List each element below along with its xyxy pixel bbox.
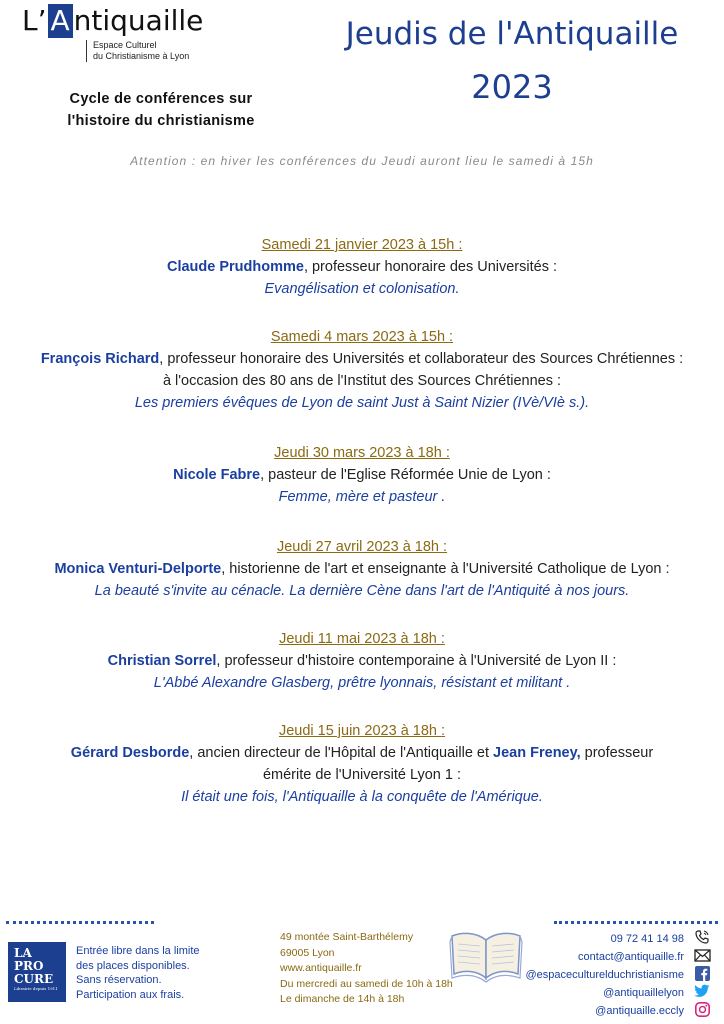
cycle-line2: l'histoire du christianisme — [67, 113, 255, 129]
page-title-year: 2023 — [471, 68, 553, 106]
event-item — [0, 720, 724, 808]
la-procure-logo — [8, 942, 66, 1002]
procure-line2: PRO — [14, 959, 44, 973]
speaker-name: Nicole Fabre — [173, 467, 261, 483]
speaker-description-2: professeur — [580, 745, 654, 761]
event-date: Jeudi 11 mai 2023 à 18h : — [279, 631, 445, 647]
address-city: 69005 Lyon — [280, 946, 335, 959]
event-topic: Il était une fois, l'Antiquaille à la conquête de l'Amérique. — [181, 789, 543, 805]
phone-number[interactable]: 09 72 41 14 98 — [610, 933, 684, 945]
procure-line3: CURE — [14, 972, 54, 986]
speaker-name: Christian Sorrel — [107, 653, 217, 669]
event-topic: Evangélisation et colonisation. — [264, 281, 460, 297]
twitter-icon — [690, 982, 714, 1000]
cycle-line1: Cycle de conférences sur — [69, 91, 253, 107]
address-block — [280, 930, 453, 1008]
speaker-name-2: Jean Freney, — [493, 745, 581, 761]
speaker-description: , professeur honoraire des Universités : — [303, 259, 558, 275]
speaker-name: Claude Prudhomme — [166, 259, 304, 275]
event-item — [0, 628, 724, 694]
mail-icon — [690, 946, 714, 964]
cycle-heading — [22, 88, 300, 132]
logo-box: A — [48, 4, 73, 38]
event-item — [0, 326, 724, 414]
speaker-description: , professeur honoraire des Universités et collaborateur des Sources Chrétiennes : — [159, 351, 684, 367]
twitter-link[interactable]: @antiquaillelyon — [603, 987, 684, 999]
procure-tagline: Librairie depuis 1911 — [14, 986, 58, 991]
logo — [22, 4, 203, 38]
footer-divider-left — [6, 921, 154, 924]
entry-line: Participation aux frais. — [76, 988, 185, 1001]
open-book-icon — [448, 924, 524, 989]
event-item — [0, 536, 724, 602]
event-date: Jeudi 15 juin 2023 à 18h : — [278, 723, 446, 739]
facebook-icon — [690, 964, 714, 982]
facebook-link[interactable]: @espaceculturelduchristianisme — [525, 969, 684, 981]
procure-line1: LA — [14, 946, 32, 960]
website-link[interactable]: www.antiquaille.fr — [280, 962, 362, 974]
email-link[interactable]: contact@antiquaille.fr — [578, 951, 684, 963]
event-date: Samedi 21 janvier 2023 à 15h : — [261, 237, 463, 253]
winter-notice: Attention : en hiver les conférences du Jeudi auront lieu le samedi à 15h — [130, 154, 594, 168]
speaker-description: , professeur d'histoire contemporaine à l'Université de Lyon II : — [216, 653, 617, 669]
footer-divider-right — [554, 921, 718, 924]
event-topic: L'Abbé Alexandre Glasberg, prêtre lyonnais, résistant et militant . — [153, 675, 571, 691]
event-date: Jeudi 27 avril 2023 à 18h : — [276, 539, 448, 555]
speaker-description-line2: émérite de l'Université Lyon 1 : — [262, 767, 462, 783]
event-date: Jeudi 30 mars 2023 à 18h : — [274, 445, 450, 461]
phone-icon — [690, 928, 714, 946]
contact-icons — [690, 928, 714, 1018]
speaker-description: , historienne de l'art et enseignante à l'Université Catholique de Lyon : — [221, 561, 670, 577]
event-topic: Les premiers évêques de Lyon de saint Just à Saint Nizier (IVè/VIè s.). — [134, 395, 590, 411]
event-topic: La beauté s'invite au cénacle. La dernière Cène dans l'art de l'Antiquité à nos jours. — [94, 583, 630, 599]
event-date: Samedi 4 mars 2023 à 15h : — [270, 329, 454, 345]
contact-list — [525, 930, 684, 1020]
speaker-name: Gérard Desborde — [70, 745, 190, 761]
speaker-description: , pasteur de l'Eglise Réformée Unie de Lyon : — [260, 467, 551, 483]
logo-subtitle-line2: du Christianisme à Lyon — [93, 51, 190, 61]
entry-line: Entrée libre dans la limite — [76, 945, 200, 957]
opening-hours: Du mercredi au samedi de 10h à 18h — [280, 977, 453, 990]
opening-hours-sunday: Le dimanche de 14h à 18h — [280, 993, 405, 1005]
speaker-description: , ancien directeur de l'Hôpital de l'Antiquaille et — [189, 745, 494, 761]
entry-line: Sans réservation. — [76, 974, 162, 986]
speaker-name: Monica Venturi-Delporte — [54, 561, 222, 577]
instagram-link[interactable]: @antiquaille.eccly — [595, 1005, 684, 1017]
logo-subtitle — [86, 40, 189, 62]
logo-subtitle-line1: Espace Culturel — [93, 40, 157, 50]
logo-rest: ntiquaille — [73, 4, 204, 37]
page-title: Jeudis de l'Antiquaille — [345, 16, 679, 52]
entry-line: des places disponibles. — [76, 959, 190, 972]
address-street: 49 montée Saint-Barthélemy — [280, 931, 414, 943]
logo-prefix: L’ — [22, 4, 47, 37]
entry-info — [76, 944, 200, 1002]
event-topic: Femme, mère et pasteur . — [278, 489, 446, 505]
speaker-name: François Richard — [40, 351, 160, 367]
event-item — [0, 442, 724, 508]
event-item — [0, 234, 724, 300]
instagram-icon — [690, 1000, 714, 1018]
speaker-description-line2: à l'occasion des 80 ans de l'Institut des Sources Chrétiennes : — [162, 373, 562, 389]
